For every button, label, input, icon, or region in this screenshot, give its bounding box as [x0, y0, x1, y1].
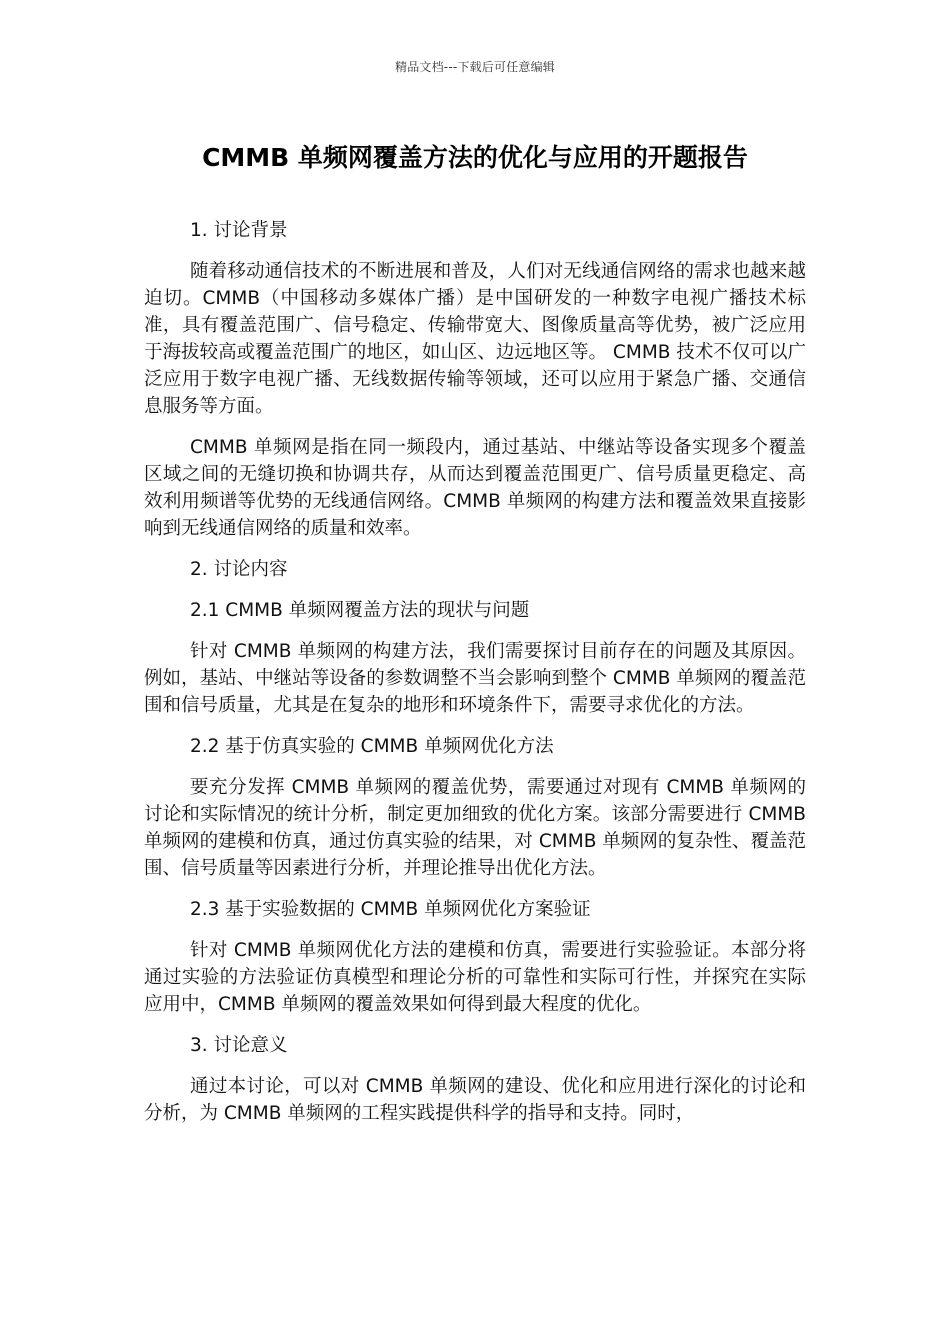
header-note: 精品文档---下载后可任意编辑: [395, 60, 555, 74]
paragraph-2-2: 要充分发挥 CMMB 单频网的覆盖优势，需要通过对现有 CMMB 单频网的讨论和实际情况的统计分析，制定更加细致的优化方案。该部分需要进行 CMMB 单频网的建模和仿真，通过仿真实验的结果，对 CMMB 单频网的复杂性、覆盖范围、信号质量等因素进行分析，并理论推导出优化方法。: [144, 777, 806, 879]
paragraph-background-2: CMMB 单频网是指在同一频段内，通过基站、中继站等设备实现多个覆盖区域之间的无缝切换和协调共存，从而达到覆盖范围更广、信号质量更稳定、高效利用频谱等优势的无线通信网络。CMMB 单频网的构建方法和覆盖效果直接影响到无线通信网络的质量和效率。: [144, 437, 806, 539]
page-title: CMMB 单频网覆盖方法的优化与应用的开题报告: [202, 143, 748, 172]
subsection-heading-2-2: 2.2 基于仿真实验的 CMMB 单频网优化方法: [190, 736, 554, 757]
paragraph-background-1: 随着移动通信技术的不断进展和普及，人们对无线通信网络的需求也越来越迫切。CMMB（中国移动多媒体广播）是中国研发的一种数字电视广播技术标准，具有覆盖范围广、信号稳定、传输带宽大、图像质量高等优势，被广泛应用于海拔较高或覆盖范围广的地区，如山区、边远地区等。 CMMB 技术不仅可以广泛应用于数字电视广播、无线数据传输等领域，还可以应用于紧急广播、交通信息服务等方面。: [144, 261, 806, 417]
paragraph-2-1: 针对 CMMB 单频网的构建方法，我们需要探讨目前存在的问题及其原因。例如，基站、中继站等设备的参数调整不当会影响到整个 CMMB 单频网的覆盖范围和信号质量，尤其是在复杂的地形和环境条件下，需要寻求优化的方法。: [144, 641, 806, 716]
paragraph-2-3: 针对 CMMB 单频网优化方法的建模和仿真，需要进行实验验证。本部分将通过实验的方法验证仿真模型和理论分析的可靠性和实际可行性，并探究在实际应用中，CMMB 单频网的覆盖效果如何得到最大程度的优化。: [144, 940, 806, 1015]
subsection-heading-2-3: 2.3 基于实验数据的 CMMB 单频网优化方案验证: [190, 899, 591, 920]
subsection-heading-2-1: 2.1 CMMB 单频网覆盖方法的现状与问题: [190, 600, 530, 621]
section-heading-significance: 3. 讨论意义: [190, 1035, 288, 1056]
paragraph-significance: 通过本讨论，可以对 CMMB 单频网的建设、优化和应用进行深化的讨论和分析，为 CMMB 单频网的工程实践提供科学的指导和支持。同时，: [144, 1076, 806, 1124]
document-body: [144, 217, 806, 1141]
section-heading-content: 2. 讨论内容: [190, 559, 288, 580]
section-heading-background: 1. 讨论背景: [190, 220, 288, 241]
